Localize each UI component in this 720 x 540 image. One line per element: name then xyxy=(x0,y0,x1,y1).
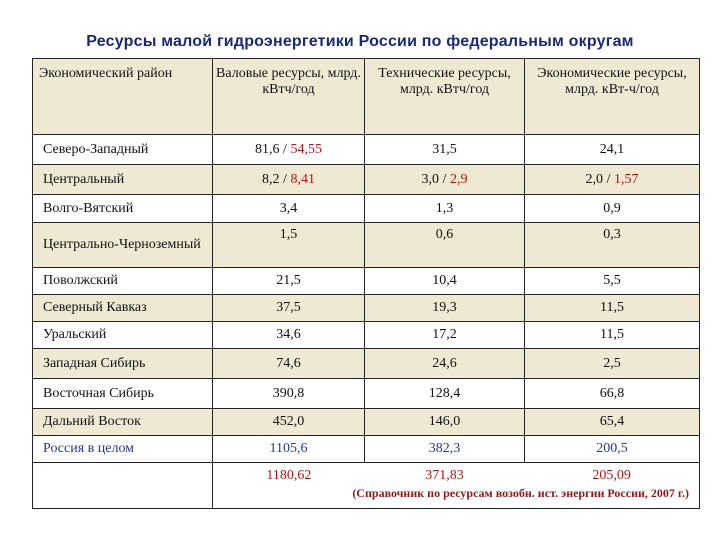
economic-value: 2,5 xyxy=(525,349,700,379)
table-row xyxy=(33,409,700,436)
total-row xyxy=(33,436,700,463)
region-name: Центральный xyxy=(33,165,213,195)
gross-value: 34,6 xyxy=(213,322,365,349)
table-row xyxy=(33,349,700,379)
economic-value: 11,5 xyxy=(525,322,700,349)
table-row xyxy=(33,379,700,409)
region-name: Поволжский xyxy=(33,268,213,295)
gross-value: 81,6 xyxy=(255,141,280,157)
technical-value: 3,0 xyxy=(421,171,440,187)
gross-alt-value: 54,55 xyxy=(290,141,322,157)
gross-value: 452,0 xyxy=(213,409,365,436)
alt-totals-values xyxy=(213,465,699,485)
economic-alt-value: 1,57 xyxy=(613,171,639,187)
region-name: Уральский xyxy=(33,322,213,349)
gross-value: 37,5 xyxy=(213,295,365,322)
gross-cell: 81,6 / 54,55 xyxy=(213,135,365,165)
empty-cell xyxy=(33,463,213,509)
technical-value: 17,2 xyxy=(365,322,525,349)
gross-value: 390,8 xyxy=(213,379,365,409)
gross-value: 74,6 xyxy=(213,349,365,379)
alt-total-economic: 205,09 xyxy=(592,468,631,483)
technical-value: 19,3 xyxy=(365,295,525,322)
resources-table xyxy=(32,58,700,509)
economic-value: 0,3 xyxy=(525,223,700,268)
header-technical: Технические ресурсы, млрд. кВтч/год xyxy=(365,59,525,135)
region-name: Западная Сибирь xyxy=(33,349,213,379)
technical-cell: 3,0 / 2,9 xyxy=(365,165,525,195)
alt-totals-cell xyxy=(213,463,700,509)
region-name: Волго-Вятский xyxy=(33,195,213,223)
economic-value: 11,5 xyxy=(525,295,700,322)
region-name: Восточная Сибирь xyxy=(33,379,213,409)
gross-alt-value: 8,41 xyxy=(290,171,315,187)
technical-value: 1,3 xyxy=(365,195,525,223)
table-row xyxy=(33,135,700,165)
header-gross: Валовые ресурсы, млрд. кВтч/год xyxy=(213,59,365,135)
table-header-row xyxy=(33,59,700,135)
header-economic: Экономические ресурсы, млрд. кВт-ч/год xyxy=(525,59,700,135)
total-region-name: Россия в целом xyxy=(33,436,213,463)
technical-value: 128,4 xyxy=(365,379,525,409)
economic-value: 0,9 xyxy=(525,195,700,223)
table-row xyxy=(33,195,700,223)
alt-total-gross: 1180,62 xyxy=(266,468,312,483)
table-row xyxy=(33,322,700,349)
economic-value: 2,0 xyxy=(585,171,604,187)
alt-total-technical: 371,83 xyxy=(425,468,464,483)
total-economic-value: 200,5 xyxy=(525,436,700,463)
economic-value: 5,5 xyxy=(525,268,700,295)
table-row xyxy=(33,223,700,268)
technical-value: 146,0 xyxy=(365,409,525,436)
source-note: (Справочник по ресурсам возобн. ист. энергии России, 2007 г.) xyxy=(352,486,689,500)
technical-value: 24,6 xyxy=(365,349,525,379)
alt-totals-row xyxy=(33,463,700,509)
technical-alt-value: 2,9 xyxy=(449,171,468,187)
economic-cell: 2,0 / 1,57 xyxy=(525,165,700,195)
total-technical-value: 382,3 xyxy=(365,436,525,463)
gross-value: 1,5 xyxy=(213,223,365,268)
technical-value: 31,5 xyxy=(365,135,525,165)
economic-value: 65,4 xyxy=(525,409,700,436)
table-row xyxy=(33,268,700,295)
gross-value: 8,2 xyxy=(262,171,280,187)
total-gross-value: 1105,6 xyxy=(213,436,365,463)
technical-value: 10,4 xyxy=(365,268,525,295)
gross-value: 21,5 xyxy=(213,268,365,295)
technical-value: 0,6 xyxy=(365,223,525,268)
region-name: Северный Кавказ xyxy=(33,295,213,322)
economic-value: 66,8 xyxy=(525,379,700,409)
page-title: Ресурсы малой гидроэнергетики России по федеральным округам xyxy=(86,33,634,50)
region-name: Северо-Западный xyxy=(33,135,213,165)
economic-value: 24,1 xyxy=(525,135,700,165)
gross-cell: 8,2 / 8,41 xyxy=(213,165,365,195)
header-region: Экономический район xyxy=(33,59,213,135)
table-row xyxy=(33,165,700,195)
gross-value: 3,4 xyxy=(213,195,365,223)
region-name: Дальний Восток xyxy=(33,409,213,436)
table-row xyxy=(33,295,700,322)
region-name: Центрально-Черноземный xyxy=(33,223,213,268)
